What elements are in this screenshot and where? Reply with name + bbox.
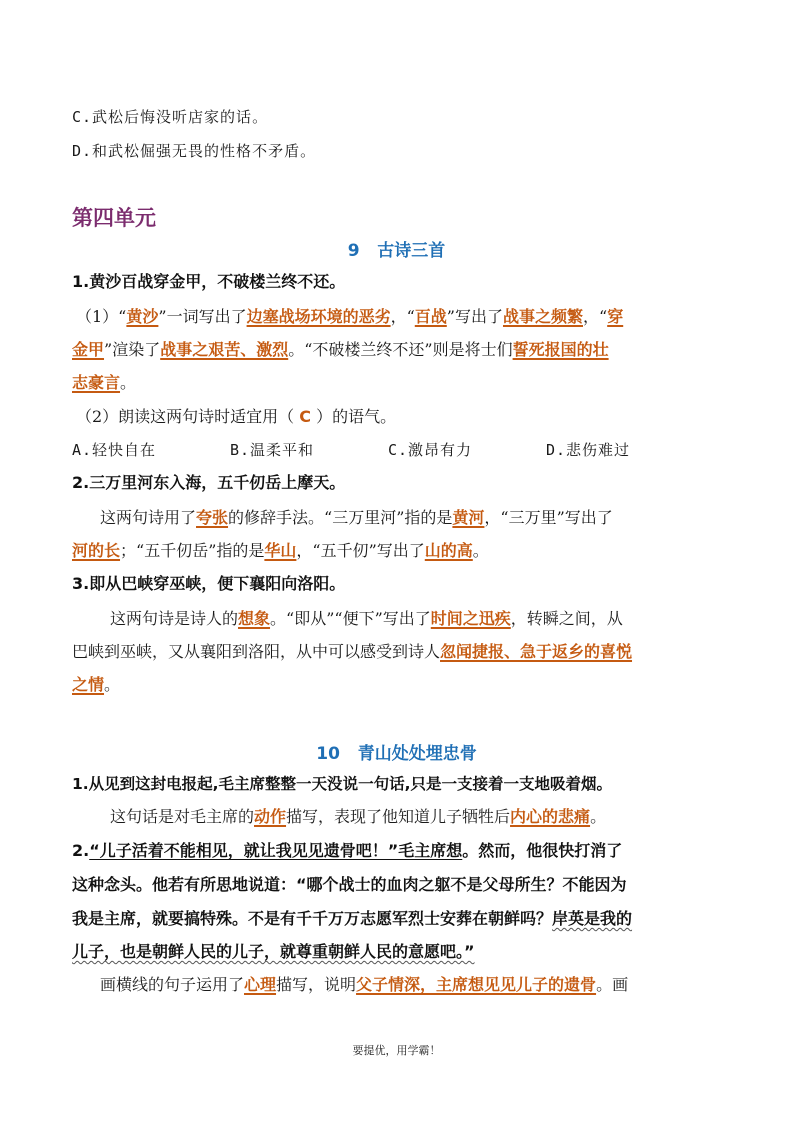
text: 我是主席，就要搞特殊。不是有千千万万志愿军烈士安葬在朝鲜吗？ [72,909,553,928]
text: ”渲染了 [104,340,161,359]
l10-q2-line1 [72,840,722,862]
option-c-prev: C.武松后悔没听店家的话。 [72,108,269,126]
text: 。然而，他很快打消了 [462,841,623,860]
answer: 河的长 [72,541,121,560]
answer: 之情 [72,675,105,694]
answer: 动作 [254,807,287,826]
answer: 父子情深，主席想见见儿子的遗骨 [356,975,597,994]
text: 这两句诗用了 [100,508,197,527]
answer: 战事之频繁 [502,307,583,326]
text: 。画 [596,975,629,994]
text: 。 [590,807,607,826]
text: 画横线的句子运用了 [100,975,245,994]
answer: 百战 [414,307,447,326]
lesson-10-title: 10 青山处处埋忠骨 [316,744,477,764]
l10-q2-answer [100,974,750,996]
l10-q1-answer [110,806,760,828]
text: ，转瞬之间，从 [510,609,623,628]
l9-q3-line2 [72,641,722,663]
answer: C [299,407,312,426]
l9-q1-heading: 1.黄沙百战穿金甲，不破楼兰终不还。 [72,272,346,291]
choice-a: A.轻快自在 [72,441,157,459]
option-d-prev: D.和武松倔强无畏的性格不矛盾。 [72,142,317,160]
answer: 战事之艰苦、激烈 [160,340,289,359]
answer: 内心的悲痛 [510,807,591,826]
l9-q1-p1-line2 [72,339,722,361]
answer: 山的高 [424,541,473,560]
l10-q2-line2: 这种念头。他若有所思地说道：“哪个战士的血肉之躯不是父母所生？不能因为 [72,875,627,894]
text: 。“不破楼兰终不还”则是将士们 [288,340,513,359]
l9-q1-p2 [76,406,726,428]
choice-d: D.悲伤难过 [546,441,631,459]
underlined-quote: “儿子活着不能相见，就让我见见遗骨吧！”毛主席想 [89,841,463,860]
unit-title: 第四单元 [72,206,156,230]
text: 这句话是对毛主席的 [110,807,255,826]
answer: 忽闻捷报、急于返乡的喜悦 [440,642,633,661]
text: ，“ [390,307,415,326]
choice-c: C.激昂有力 [388,441,473,459]
l10-q2-line4 [72,941,722,963]
answer: 黄沙 [126,307,159,326]
answer: 金甲 [72,340,105,359]
choice-b: B.温柔平和 [230,441,315,459]
text: 。 [472,541,489,560]
l9-q3-line1 [110,608,760,630]
text: ，“五千仞”写出了 [296,541,425,560]
answer: 黄河 [452,508,485,527]
text: 的修辞手法。“三万里河”指的是 [228,508,453,527]
text: ，“ [583,307,608,326]
answer: 夸张 [196,508,229,527]
l10-q1-heading: 1.从见到这封电报起,毛主席整整一天没说一句话,只是一支接着一支地吸着烟。 [72,775,612,793]
text: 。“即从”“便下”写出了 [270,609,431,628]
text: ”一词写出了 [158,307,247,326]
l9-q2-heading: 2.三万里河东入海，五千仞岳上摩天。 [72,473,346,492]
l9-q1-p1-line3 [72,372,722,394]
text: 。 [104,675,121,694]
text: ，“三万里”写出了 [484,508,613,527]
answer: 誓死报国的壮 [512,340,609,359]
l9-q2-line1 [100,507,750,529]
l9-q1-choices [72,439,722,461]
text: 。 [120,373,137,392]
l10-q2-line3 [72,908,722,930]
answer: 心理 [244,975,277,994]
text: ”写出了 [446,307,503,326]
l9-q3-line3 [72,674,722,696]
answer: 时间之迅疾 [430,609,511,628]
text: ；“五千仞岳”指的是 [120,541,265,560]
underlined-quote: 儿子，也是朝鲜人民的儿子，就尊重朝鲜人民的意愿吧。” [72,942,475,961]
l9-q1-p1-line1 [76,306,726,328]
text: 2. [72,841,90,860]
answer: 想象 [238,609,271,628]
text: ）的语气。 [311,407,397,426]
text: （1）“ [76,307,127,326]
text: 描写，说明 [276,975,357,994]
answer: 穿 [607,307,624,326]
underlined-quote: 岸英是我的 [552,909,633,928]
text: 描写，表现了他知道儿子牺牲后 [286,807,511,826]
page-footer: 要提优，用学霸！ [352,1044,441,1057]
lesson-9-title: 9 古诗三首 [347,241,446,261]
text: （2）朗读这两句诗时适宜用（ [76,407,300,426]
answer: 华山 [264,541,297,560]
answer: 边塞战场环境的恶劣 [246,307,391,326]
text: 巴峡到巫峡，又从襄阳到洛阳，从中可以感受到诗人 [72,642,441,661]
text: 这两句诗是诗人的 [110,609,239,628]
l9-q2-line2 [72,540,722,562]
l9-q3-heading: 3.即从巴峡穿巫峡，便下襄阳向洛阳。 [72,574,346,593]
answer: 志豪言 [72,373,121,392]
